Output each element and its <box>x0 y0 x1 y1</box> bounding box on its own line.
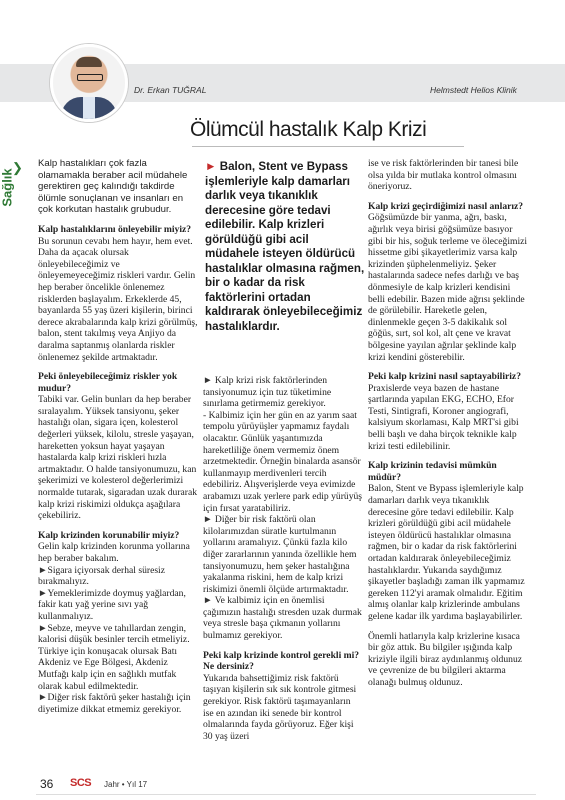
author-photo <box>50 44 128 122</box>
bullet-item: ► Kalp krizi risk faktörlerinden tansiyonumuz için tuz tüketimine sınırlama getirmemiz gerekiyor. <box>203 375 332 410</box>
pull-quote <box>205 160 365 334</box>
column-3 <box>368 158 528 697</box>
paragraph: Yukarıda bahsettiğimiz risk faktörü taşıyan kişilerin sık sık kontrole gitmesi gerekiyor. Risk faktörü taşımayanların ise en azından iki senede bir kontrol olmalarında fayda görüyoruz. Eğer kişi 30 yaş üzeri <box>203 672 357 742</box>
bullet-item: ► Ve kalbimiz için en önemlisi çağımızın hastalığı stresden uzak durmak veya stresle başa çıkmanın yollarını bulmamız gerekiyor. <box>203 595 362 642</box>
paragraph: Praxislerde veya bazen de hastane şartlarında yapılan EKG, ECHO, Efor Testi, Sintigrafi, Koroner angiografi, kalsiyum skorlaması, Kalp MRT'si gibi belli başlı ve daha birçok teknikle kalp krizi testi edilebilinir. <box>368 382 519 452</box>
subheading: Kalp hastalıklarını önleyebilir miyiz? <box>38 223 192 235</box>
magazine-logo: SCS <box>70 777 92 789</box>
bullet-triangle-icon: ► <box>205 160 217 173</box>
title-divider <box>192 146 464 147</box>
footer-divider <box>36 794 536 795</box>
paragraph: Bu sorunun cevabı hem hayır, hem evet. Daha da açacak olursak önleyebileceğimiz ve önleyemeyeceğimiz riskleri vardır. Gelin hep beraber öncelikle önlenemez risklerden başlayalım. Erkeklerde 45, bayanlarda 55 yaş üzeri kişilerin, birinci derece akrabalarında kalp krizi görülmüş, balon, stent takılmış veya Anjiyo da daralma saptanmış olanlarda riskler önlenemez şekilde artmaktadır. <box>38 235 198 363</box>
paragraph: Önemli hatlarıyla kalp krizlerine kısaca bir göz attık. Bu bilgiler ışığında kalp kriziyle ilgili biraz aydınlanmış oldunuz ve çevrenize de bu bilgileri aktarma olanağı bulmuş oldunuz. <box>368 630 522 688</box>
bullet-triangle-icon: ► <box>38 622 48 634</box>
section-tag <box>0 160 30 220</box>
bullet-triangle-icon: ► <box>203 514 213 526</box>
subheading: Peki kalp krizinde kontrol gerekli mi? Ne dersiniz? <box>203 649 360 673</box>
paragraph: Göğsümüzde bir yanma, ağrı, baskı, ağırlık veya birisi göğsümüze basıyor gibi bir his, soğuk terleme ve öleceğimizi hissetme gibi şikayetlerimiz varsa kalp krizinden şüphelenmeliyiz. Şeker hastalarında sadece nefes darlığı ve baş dönmesiyle de kalp krizleri kendisini belli edebilir. Bazen mide ağrısı şeklinde de görülebilir. Hareketle gelen, dinlenmekle geçen 3-5 dakikalık sol göğüs, sırt, sol kol, alt çene ve kravat bölgesine yayılan ağrılar şeklinde kalp krizi kendini gösterebilir. <box>368 212 528 363</box>
article-title: Ölümcül hastalık Kalp Krizi <box>190 118 427 141</box>
paragraph: - Kalbimiz için her gün en az yarım saat tempolu yürüyüşler yapmamız faydalı olacaktır. Günlük yaşantımızda hareketliliğe önem vermemiz önem arzetmektedir. Örneğin binalarda asansör kullanmayıp merdivenleri tercih edebiliriz. Alışverişlerde veya evimizde arabamızı uzak yerlere park edip yürüyüş için fırsat yaratabiliriz. <box>203 409 363 514</box>
paragraph: ise ve risk faktörlerinden bir tanesi bile olsa yılda bir mutlaka kontrol olmasını öneriyoruz. <box>368 158 519 193</box>
clinic-name: Helmstedt Helios Klinik <box>430 85 517 95</box>
intro-paragraph: Kalp hastalıkları çok fazla olamamakla beraber acil müdahele gerektiren geç kalındığı takdirde ölümle sonuçlanan ve insanları en çok korkutan hastalık grubudur. <box>38 158 188 216</box>
bullet-item: ►Diğer risk faktörü şeker hastalığı için diyetimize dikkat etmemiz gerekiyor. <box>38 692 191 715</box>
bullet-item: ►Yemeklerimizde doymuş yağlardan, fakir katı yağ yerine sıvı yağ kullanmalıyız. <box>38 587 186 622</box>
bullet-triangle-icon: ► <box>203 595 213 607</box>
bullet-triangle-icon: ► <box>203 375 213 386</box>
paragraph: Balon, Stent ve Bypass işlemleriyle kalp damarları darlık veya tıkanıklık derecesine göre tedavi edilebilir. Kalp krizleri görüldüğü gibi acil müdahele isteyen öldürücü hastalıklar olmasına rağmen, bir o kadar da risk faktörlerini ortadan kaldırarak önleyebileceğimiz hastalıklardır. Yukarıda saydığımız şikayetler başladığı zaman ilk yapmamız gereken 112'yi aramak olmalıdır. Eğitim almış olanlar kalp krizlerinde ambulans gelene kadar ilk yardıma başlayabilirler. <box>368 483 525 622</box>
subheading: Kalp krizinin tedavisi mümkün müdür? <box>368 460 497 483</box>
paragraph: Tabiki var. Gelin bunları da hep beraber sıralayalım. Yüksek tansiyonu, şeker hastalığı olan, sigara içen, kolesterol değerleri yüksek, kilolu, stresle yaşayan, hareketten yoksun hayat yaşayan hastalarda kalp krizi riskleri hızla artmaktadır. O halde tansiyonumuzu, kan şekerimizi ve kolesterol değerlerimizi normalde tutarak, sigaradan uzak durarak kalp krizi riskimizi oldukça aşağılara çekebiliriz. <box>38 394 198 522</box>
chevron-right-icon: ❯ <box>12 160 23 175</box>
subheading: Kalp krizi geçirdiğimizi nasıl anlarız? <box>368 200 524 212</box>
issue-label: Jahr • Yıl 17 <box>104 780 148 789</box>
subheading: Peki kalp krizini nasıl saptayabiliriz? <box>368 371 521 383</box>
author-name: Dr. Erkan TUĞRAL <box>134 85 207 95</box>
bullet-triangle-icon: ► <box>38 587 48 599</box>
subheading: Kalp krizinden korunabilir miyiz? <box>38 529 180 541</box>
bullet-item: ► Diğer bir risk faktörü olan kilolarımızdan süratle kurtulmanın yollarını aramalıyız. Çünkü fazla kilo diğer zararlarının yanında özellikle hem tansiyonumuzu, hem şeker hastalığına yakalanma riskini, hem de kalp krizi riskimizi önemli ölçüde artırmaktadır. <box>203 514 357 595</box>
subheading: Peki önleyebileceğimiz riskler yok mudur? <box>38 371 178 394</box>
bullet-triangle-icon: ► <box>38 564 48 576</box>
bullet-item: ►Sebze, meyve ve tahıllardan zengin, kalorisi düşük besinler tercih etmeliyiz. Türkiye için konuşacak olursak Batı Akdeniz ve Ege Bölgesi, Akdeniz Mutfağı kalp için en sağlıklı mutfak olarak kabul edilmektedir. <box>38 622 190 692</box>
paragraph: Gelin kalp krizinden korunma yollarına hep beraber bakalım. <box>38 541 190 564</box>
pull-quote-text: Balon, Stent ve Bypass işlemleriyle kalp damarları darlık veya tıkanıklık derecesine göre tedavi edilebilir. Kalp krizleri görüldüğü gibi acil müdahele isteyen öldürücü hastalıklar olmasına rağmen, bir o kadar da risk faktörlerini ortadan kaldırarak önleyebileceğimiz hastalıklardır. <box>205 160 365 333</box>
section-label: Sağlık <box>0 168 15 207</box>
column-2 <box>203 375 363 750</box>
bullet-item: ►Sigara içiyorsak derhal süresiz bırakmalıyız. <box>38 564 165 588</box>
bullet-triangle-icon: ► <box>38 692 48 704</box>
page-number: 36 <box>40 777 54 791</box>
column-1 <box>38 158 198 715</box>
